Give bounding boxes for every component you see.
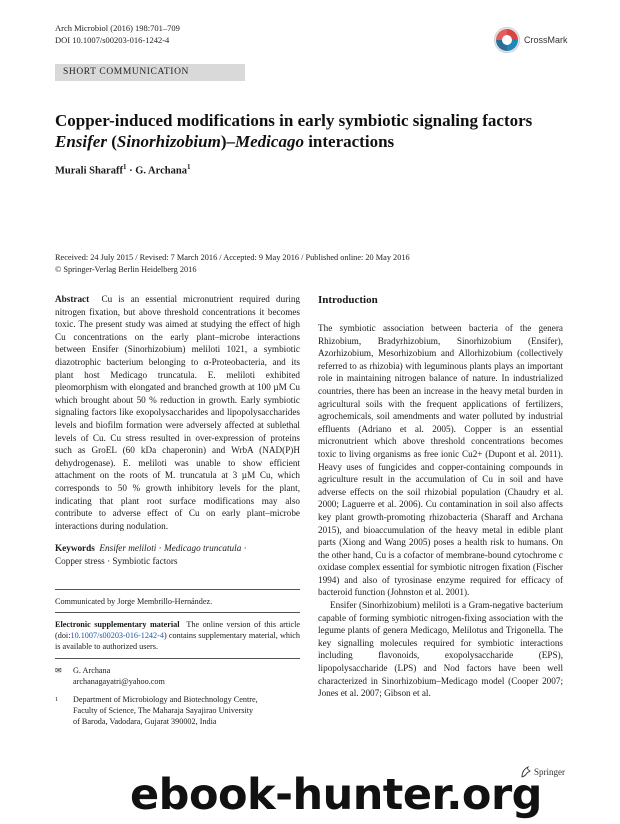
author-2[interactable]: G. Archana <box>135 165 187 177</box>
journal-line: Arch Microbiol (2016) 198:701–709 <box>55 23 180 33</box>
springer-label: Springer <box>534 767 565 777</box>
author-1-affiliation: 1 <box>122 163 127 171</box>
keyword-sep-3: · <box>104 555 113 566</box>
journal-citation <box>55 22 180 46</box>
right-column <box>318 293 563 700</box>
keyword-2: Medicago truncatula <box>163 543 242 554</box>
communicated-by: Communicated by Jorge Membrillo-Hernández. <box>55 597 213 607</box>
affiliation-line-1: Department of Microbiology and Biotechnology Centre, <box>73 694 258 704</box>
crossmark-icon <box>493 26 521 54</box>
esm-note <box>55 619 300 653</box>
keyword-1: Ensifer meliloti <box>99 543 157 554</box>
keywords-label: Keywords <box>55 543 95 554</box>
keywords <box>55 542 300 567</box>
watermark-text: ebook-hunter.org <box>130 770 542 820</box>
esm-text-2: ) contains supplementary material, which is available to authorized users. <box>55 630 300 652</box>
esm-label: Electronic supplementary material <box>55 619 180 629</box>
copyright-line: © Springer-Verlag Berlin Heidelberg 2016 <box>55 265 197 274</box>
keyword-3: Copper stress <box>55 555 105 566</box>
keyword-4: Symbiotic factors <box>112 555 178 566</box>
title-genus-3: Medicago <box>235 132 304 151</box>
affiliation-line-2: Faculty of Science, The Maharaja Sayajirao University <box>73 705 254 715</box>
title-end: interactions <box>303 132 395 151</box>
history-line: Received: 24 July 2015 / Revised: 7 March 2016 / Accepted: 9 May 2016 / Published online: 20 May 2016 <box>55 253 410 262</box>
publication-dates <box>55 252 575 276</box>
affiliation-block <box>55 694 300 728</box>
article-title <box>55 110 575 152</box>
left-column <box>55 293 300 727</box>
affiliation-line-3: of Baroda, Vadodara, Gujarat 390002, India <box>73 717 217 727</box>
esm-text-1: The online version of this article (doi: <box>55 619 301 640</box>
keyword-sep-1: · <box>156 543 164 554</box>
abstract-label: Abstract <box>55 294 90 304</box>
title-genus-2: Sinorhizobium <box>116 132 221 151</box>
crossmark-badge[interactable] <box>493 26 568 54</box>
contact-name: G. Archana <box>73 666 111 676</box>
section-banner <box>55 64 245 81</box>
contact-block <box>55 665 300 687</box>
envelope-icon: ✉ <box>55 666 62 676</box>
title-line-2 <box>55 131 575 152</box>
crossmark-label: CrossMark <box>524 35 568 45</box>
author-1[interactable]: Murali Sharaff <box>55 165 123 177</box>
abstract-text: Cu is an essential micronutrient required during nitrogen fixation, but above threshold concentrations it becomes toxic. The present study was aimed at studying the effect of high Cu concentrations on the early plant–microbe interactions between Ensifer (Sinorhizobium) meliloti 1021, a symbiotic diazotrophic bacterium belonging to α-Proteobacteria, and its plant host Medicago truncatula. E. meliloti exhibited pleomorphism with elongated and branched growth at 100 µM Cu which brought about 50 % reduction in growth. Early symbiotic signaling factors like exopolysaccharides and lipopolysaccharides levels and biofilm formation were adversely affected at sublethal levels of Cu. Cu stress resulted in over-expression of proteins such as GroEL (60 kDa chaperonin) and WrbA (NAD(P)H dehydrogenase). E. meliloti was unable to show efficient attachment on the roots of M. truncatula at 3 µM Cu, which corresponds to 50 % growth inhibitory levels for the plant, indicating that plant root surface modifications may also contribute to adverse effect of Cu on early plant–microbe interactions during nodulation. <box>55 294 301 531</box>
title-paren: ( <box>106 132 117 151</box>
affiliation-number: 1 <box>55 695 59 703</box>
section-banner-text: SHORT COMMUNICATION <box>63 67 189 77</box>
doi-line: DOI 10.1007/s00203-016-1242-4 <box>55 35 170 45</box>
author-list <box>55 163 190 177</box>
intro-paragraph-2: Ensifer (Sinorhizobium) meliloti is a Gram-negative bacterium capable of forming symbiotic nitrogen-fixing association with the legume plants of genera Medicago, Melilotus and Trigonella. The key signalling molecules required for symbiotic interactions including flavonoids, exopolysaccharide (EPS), lipopolysaccharide (LPS) and Nod factors have been well characterized in Sinorhizobium–Medicago model (Cooper 2007; Jones et al. 2007; Gibson et al. <box>318 600 563 699</box>
introduction-heading: Introduction <box>318 294 378 306</box>
contact-email[interactable]: archanagayatri@yahoo.com <box>73 677 165 687</box>
title-dash: )– <box>220 132 236 151</box>
title-genus-1: Ensifer <box>55 132 107 151</box>
abstract <box>55 293 300 532</box>
esm-doi-link[interactable]: 10.1007/s00203-016-1242-4 <box>70 630 164 640</box>
intro-paragraph-1: The symbiotic association between bacteria of the genera Rhizobium, Bradyrhizobium, Sinorhizobium (Ensifer), Azorhizobium, Mesorhizobium and Allorhizobium (collectively referred to as rhizobia) with leguminous plants plays an important role in maintaining nitrogen balance of nature. In industrialized countries, there has been an increase in the heavy metal burden in agricultural soils with the frequent applications of fertilizers, agrochemicals, soil amendments and water polluted by industrial effluents (Adriano et al. 2005). Copper is an essential micronutrient which above threshold concentrations becomes toxic to living organisms as free ionic Cu2+ (Dupont et al. 2011). Heavy uses of fungicides and copper-containing compounds in agriculture result in the accumulation of Cu in soil and have adverse effects on the soil rhizobial population (Chaudry et al. 2000; Laguerre et al. 2006). Cu contamination in soil also affects key plant growth-promoting rhizobacteria (Sharaff and Archana 2015), and bioaccumulation of the heavy metal in edible plant parts (Xiong and Wang 2005) poses a health risk to humans. On the other hand, Cu is a cofactor of membrane-bound cytochrome c oxidase complex essential for symbiotic nitrogen fixation (Fischer 1994) and also of tyrosinase enzyme required for efficacy of bacteroid function (Johnston et al. 2001). <box>318 323 563 598</box>
author-separator: · <box>126 165 136 177</box>
keyword-sep-2: · <box>241 543 247 554</box>
title-line-1: Copper-induced modifications in early symbiotic signaling factors <box>55 111 533 130</box>
author-2-affiliation: 1 <box>186 163 191 171</box>
